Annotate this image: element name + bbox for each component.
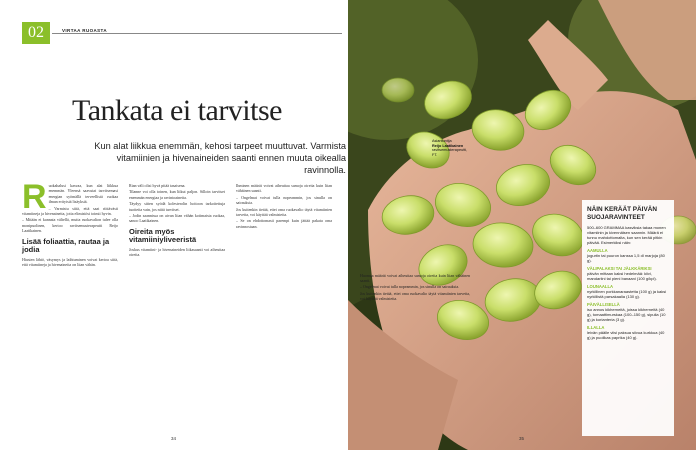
paragraph: – Se on ehdottomasti parempi kuin jättää pakata oma ravinnostaan. (236, 218, 332, 229)
dropcap: R (22, 178, 47, 216)
subheading: Lisää foliaattia, rautaa ja jodia (22, 236, 110, 255)
paragraph: Jos kuitenkin tietää, ettei oma ruokavalio täytä vitamiinien tarvetta, voi käyttää valmisteita. (360, 290, 470, 301)
sidebar-item-text: iso annos kikherneitä, joissa kikherneitä (40 g), tomaattimurskaa (100–150 g), sipulia (10 g) ja korianteria (3 g). (587, 307, 666, 322)
paragraph: – Mitään ei kannata vältellä, mutta ruokavalion tulee olla monipuolinen, kertoo ravitsemusterapeutti Reijo Laatikainen. (22, 217, 118, 234)
paragraph: Joskus vitamiini- ja hivenaineiden liikasaanti voi aiheuttaa oireita. (129, 246, 225, 258)
paragraph: Jos kuitenkin tietää, ettei oma ruokavalio täytä vitamiinien tarvetta, voi käyttää valmisteita. (236, 206, 332, 218)
paragraph: Ihminen määrät voivat aiheuttaa samoja oireita kuin liian vähäinen saanti. (236, 183, 332, 194)
section-label: VIRTAA RUOASTA (62, 28, 108, 33)
sidebar-item-heading: LOUNAALLA (587, 284, 614, 289)
column-3 (236, 183, 332, 230)
article-columns (22, 178, 332, 433)
caption-name: Reijo Laatikainen (432, 143, 464, 148)
lead-text: Kun alat liikkua enemmän, kehosi tarpeet muuttuvat. Varmista vitamiinien ja hivenaineiden saanti ennen muuta oikealla ravinnolla. (94, 141, 346, 175)
page-number-right: 35 (519, 436, 525, 441)
sidebar-title: NÄIN KERÄÄT PÄIVÄN SUOJARAVINTEET (587, 206, 657, 221)
paragraph: – Varmistu siitä, että saat riittävästi vitamiineja ja hivenaineita, jotta elimistösi toimii hyvin. (22, 205, 118, 217)
sidebar-item-heading: PÄIVÄLLISELLÄ (587, 302, 620, 307)
sidebar-item-text: päivän mittaan kaksi hedelmää: kiivi, mandariini tai pieni banaani (100 g/kpl). (587, 271, 657, 281)
sidebar-item-text: nyrkillinen porkkanaraastetta (100 g) ja kaksi nyrkillistä parsakaalia (130 g). (587, 289, 667, 299)
paragraph: – Jodin saannissa on aivan liian vähän kotimaista ruokaa, sanoo Laatikainen. (129, 213, 225, 224)
paragraph: Huomaa määrät voivat aiheuttaa samoja oireita kuin liian vähäinen saanti. (360, 273, 470, 284)
headline: Tankata ei tarvitse (72, 94, 282, 127)
caption-role: ravitsemusterapeutti, FT. (432, 148, 468, 157)
section-rule (52, 33, 342, 34)
paragraph: Rian väli olisi hyvä pitää tasaisena. (129, 183, 186, 188)
caption-title: Asiantuntija (432, 139, 452, 143)
paragraph: Tilanne voi olla toinen, kun liikut paljon. Silloin tarvitset enemmän energiaa ja ravintoaineita. (129, 189, 225, 200)
nutrient-sidebar (582, 200, 674, 436)
section-number: 02 (22, 22, 50, 44)
sidebar-intro: 500–600 GRAMMAA kasviksia takaa monen vitamiinin ja kivennäisen saannin. Määrä ei tunnu mahdottomalta, kun sen kerää pitkin päivää. Esimerkiksi näin: (587, 225, 666, 245)
paragraph: uokahalusi kasvaa, kun alat liikkua enemmän. Yleensä saavutat tarvitsemasi energian syömällä terveellistä ruokaa ilman erityisiä lisäyksiä. (48, 183, 118, 205)
sidebar-item-heading: VÄLIPALAKSI TAI JÄLKKÄRIKSI (587, 266, 652, 271)
page-number-left: 34 (171, 436, 177, 441)
sidebar-item-text: jogurtin tai puuron kanssa 1,5 dl marjoja (80 g). (587, 253, 665, 263)
sidebar-item-heading: ILLALLA (587, 325, 605, 330)
column-2 (129, 183, 225, 259)
subheading: Oireita myös vitamiiniyliveeristä (129, 226, 197, 245)
sidebar-item-heading: AAMULLA (587, 248, 608, 253)
photo-page-text (360, 273, 470, 302)
paragraph: – Ongelmat voivat tulla nopeammin, jos sinulla on sairauksia. (360, 284, 460, 290)
sidebar-item-text: leivän päälle viisi paksua siivua kurkkua (40 g) ja puolikas paprika (40 g). (587, 330, 665, 340)
paragraph: – Ongelmat voivat tulla nopeammin, jos sinulla on sairauksia. (236, 194, 332, 206)
paragraph: Hiusten lähtö, väsymys ja laihtuminen voivat kertoa siitä, että vitamiineja ja hivenaineita on liian vähän. (22, 256, 118, 268)
expert-caption (432, 139, 466, 157)
column-1 (22, 178, 118, 268)
paragraph: Täydyy sitten syödä kolesterolin hoitoon tarkoitettuja tuotteita vain, jos niitä tarvitset. (129, 201, 225, 212)
